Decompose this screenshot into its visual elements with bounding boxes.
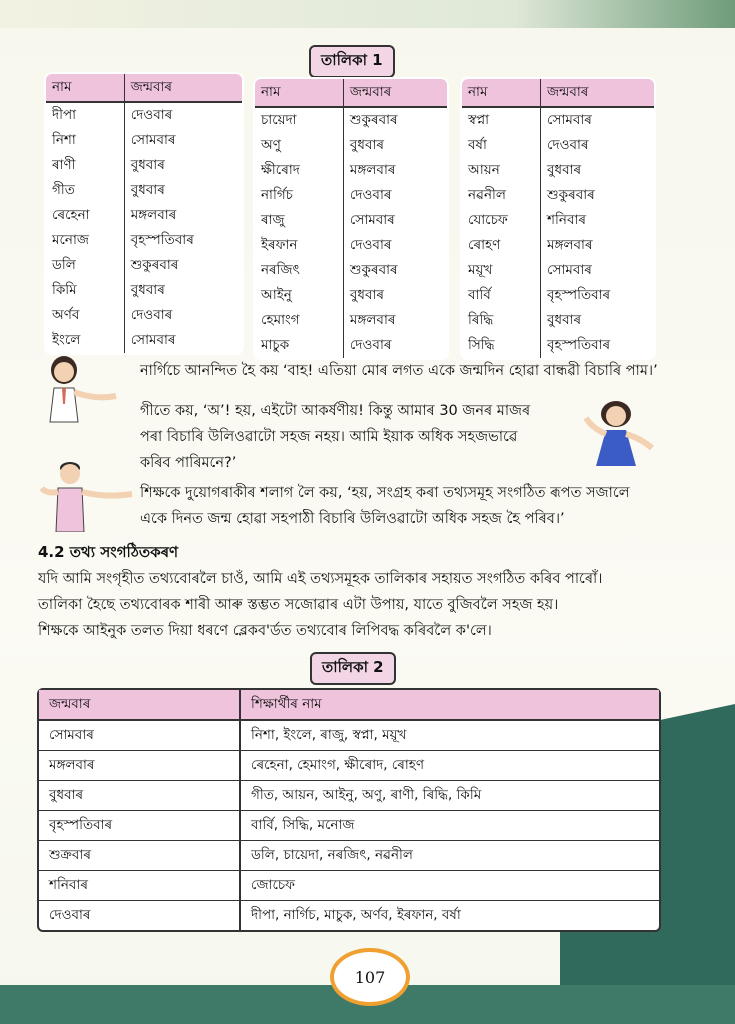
name-cell: দীপা — [45, 102, 124, 128]
name-cell: যোচেফ — [461, 208, 541, 233]
table-row — [45, 253, 243, 278]
table-row — [45, 203, 243, 228]
students-cell: বাৰ্বি, সিদ্ধি, মনোজ — [241, 811, 659, 841]
table-row — [461, 308, 655, 333]
girl-geet-illustration — [578, 398, 658, 468]
day-cell: বুধবাৰ — [547, 312, 582, 328]
name-cell: হেমাংগ — [254, 308, 343, 333]
table-row — [45, 228, 243, 253]
day-cell: দেওবাৰ — [349, 337, 392, 353]
students-cell: ডলি, চায়েদা, নৰজিৎ, নৱনীল — [241, 841, 659, 871]
table1-part-3 — [460, 77, 656, 360]
name-cell: কিমি — [45, 278, 124, 303]
table-row — [461, 333, 655, 359]
name-cell: ৰিদ্ধি — [461, 308, 541, 333]
table-row — [254, 208, 448, 233]
table-row — [39, 811, 659, 841]
day-cell: সোমবাৰ — [547, 112, 592, 128]
section-body — [38, 566, 602, 644]
name-cell: নৰজিৎ — [254, 258, 343, 283]
col-header-day: জন্মবাৰ — [39, 690, 241, 721]
name-cell: স্বপ্না — [461, 107, 541, 133]
students-cell: দীপা, নাৰ্গিচ, মাচুক, অৰ্ণব, ইৰফান, বৰ্ষা — [251, 907, 461, 923]
day-cell: মঙ্গলবাৰ — [130, 207, 177, 223]
name-cell: সিদ্ধি — [461, 333, 541, 359]
table-row — [461, 208, 655, 233]
table1-part-2 — [253, 77, 449, 360]
day-cell: সোমবাৰ — [130, 132, 176, 148]
day-cell: দেওবাৰ — [130, 307, 173, 323]
dialogue-line: শিক্ষকে দুয়োগৰাকীৰ শলাগ লৈ কয়, ‘হয়, সংগ্ৰহ কৰা তথ্যসমূহ সংগঠিত ৰূপত সজালে — [140, 485, 630, 501]
day-cell: শুকুৰবাৰ — [130, 257, 179, 273]
day-cell: শুকুৰবাৰ — [547, 187, 595, 203]
day-cell: সোমবাৰ — [130, 332, 176, 348]
top-border — [0, 0, 735, 28]
name-cell: ৰাণী — [45, 153, 124, 178]
day-cell: বুধবাৰ — [130, 182, 165, 198]
table-row — [254, 333, 448, 359]
table-row — [254, 158, 448, 183]
name-cell: মনোজ — [45, 228, 124, 253]
day-cell: দেওবাৰ — [39, 901, 241, 930]
day-cell: বৃহস্পতিবাৰ — [547, 287, 611, 303]
day-cell: সোমবাৰ — [39, 721, 241, 751]
table-row — [461, 283, 655, 308]
day-cell: দেওবাৰ — [130, 107, 173, 123]
day-cell: মঙ্গলবাৰ — [547, 237, 593, 253]
name-cell: ইংলে — [45, 328, 124, 354]
day-cell: শনিবাৰ — [547, 212, 586, 228]
table-row — [254, 258, 448, 283]
table-row — [39, 901, 659, 930]
name-cell: ইৰফান — [254, 233, 343, 258]
table-row — [45, 278, 243, 303]
day-cell: বুধবাৰ — [547, 162, 582, 178]
dialogue-teacher — [140, 480, 630, 532]
day-cell: শুকুৰবাৰ — [349, 262, 398, 278]
students-cell: ৰেহেনা, হেমাংগ, ক্ষীৰোদ, ৰোহণ — [241, 751, 659, 781]
table-row — [461, 183, 655, 208]
name-cell: ৰাজু — [254, 208, 343, 233]
day-cell: শুকুৰবাৰ — [349, 112, 398, 128]
name-cell: ৰেহেনা — [45, 203, 124, 228]
name-cell: অণু — [254, 133, 343, 158]
table2-caption: তালিকা 2 — [310, 652, 396, 685]
table-row — [254, 183, 448, 208]
col-header-birthday: জন্মবাৰ — [124, 73, 243, 102]
table-row — [461, 107, 655, 133]
dialogue-line: গীতে কয়, ‘অ’! হয়, এইটো আকৰ্ষণীয়! কিন্তু আমাৰ 30 জনৰ মাজৰ — [140, 403, 531, 419]
table-row — [39, 841, 659, 871]
day-cell: বুধবাৰ — [39, 781, 241, 811]
students-cell: নিশা, ইংলে, ৰাজু, স্বপ্না, ময়ূখ — [241, 721, 659, 751]
day-cell: শনিবাৰ — [39, 871, 241, 901]
table-row — [45, 303, 243, 328]
name-cell: বাৰ্বি — [461, 283, 541, 308]
name-cell: আয়ন — [461, 158, 541, 183]
page-number: 107 — [330, 948, 410, 1006]
table-row — [39, 751, 659, 781]
day-cell: বৃহস্পতিবাৰ — [547, 337, 611, 353]
table-row — [254, 107, 448, 133]
day-cell: বুধবাৰ — [349, 137, 385, 153]
col-header-name: নাম — [461, 78, 541, 107]
table1-caption: তালিকা 1 — [309, 45, 395, 78]
day-cell: বৃহস্পতিবাৰ — [39, 811, 241, 841]
day-cell: সোমবাৰ — [547, 262, 592, 278]
name-cell: নিশা — [45, 128, 124, 153]
table-row — [461, 133, 655, 158]
day-cell: মঙ্গলবাৰ — [349, 312, 396, 328]
table-row — [254, 308, 448, 333]
col-header-name: নাম — [254, 78, 343, 107]
day-cell: শুক্ৰবাৰ — [39, 841, 241, 871]
day-cell: বুধবাৰ — [349, 287, 385, 303]
day-cell: বৃহস্পতিবাৰ — [130, 232, 194, 248]
day-cell: বুধবাৰ — [130, 282, 165, 298]
table-row — [45, 328, 243, 354]
table-row — [254, 283, 448, 308]
dialogue-line: কৰিব পাৰিমনে?’ — [140, 455, 237, 471]
table-row — [39, 781, 659, 811]
girl-nargis-illustration — [40, 352, 122, 424]
day-cell: দেওবাৰ — [349, 237, 392, 253]
table-row — [461, 158, 655, 183]
table1-part-1 — [44, 72, 244, 355]
body-line: তালিকা হৈছে তথ্যবোৰক শাৰী আৰু স্তম্ভত সজোৱাৰ এটা উপায়, যাতে বুজিবলৈ সহজ হয়। — [38, 597, 559, 613]
table-row — [39, 721, 659, 751]
day-cell: মঙ্গলবাৰ — [349, 162, 396, 178]
table-row — [39, 871, 659, 901]
body-line: যদি আমি সংগৃহীত তথ্যবোৰলৈ চাওঁ, আমি এই তথ্যসমূহক তালিকাৰ সহায়ত সংগঠিত কৰিব পাৰোঁ। — [38, 571, 603, 587]
students-cell: জোচেফ — [241, 871, 659, 901]
day-cell: মঙ্গলবাৰ — [39, 751, 241, 781]
dialogue-line: একে দিনত জন্ম হোৱা সহপাঠী বিচাৰি উলিওৱাটো অধিক সহজ হৈ পৰিব।’ — [140, 511, 565, 527]
name-cell: বৰ্ষা — [461, 133, 541, 158]
col-header-birthday: জন্মবাৰ — [343, 78, 448, 107]
table-row — [254, 133, 448, 158]
table-row — [45, 128, 243, 153]
col-header-birthday: জন্মবাৰ — [541, 78, 655, 107]
day-cell: দেওবাৰ — [349, 187, 392, 203]
col-header-students: শিক্ষাৰ্থীৰ নাম — [241, 690, 659, 721]
col-header-name: নাম — [45, 73, 124, 102]
name-cell: চায়েদা — [254, 107, 343, 133]
name-cell: ময়ূখ — [461, 258, 541, 283]
dialogue-nargis: নাৰ্গিচে আনন্দিত হৈ কয় ‘বাহ! এতিয়া মোৰ লগত একে জন্মদিন হোৱা বান্ধৱী বিচাৰি পাম।’ — [140, 363, 658, 379]
table-row — [45, 102, 243, 128]
table-row — [254, 233, 448, 258]
table2 — [37, 688, 661, 932]
table-row — [461, 233, 655, 258]
dialogue-geet — [140, 398, 530, 476]
name-cell: ক্ষীৰোদ — [254, 158, 343, 183]
day-cell: দেওবাৰ — [547, 137, 589, 153]
name-cell: নৱনীল — [461, 183, 541, 208]
day-cell: বুধবাৰ — [130, 157, 165, 173]
section-heading: 4.2 তথ্য সংগঠিতকৰণ — [38, 543, 179, 561]
name-cell: ডলি — [45, 253, 124, 278]
name-cell: গীত — [45, 178, 124, 203]
name-cell: নাৰ্গিচ — [254, 183, 343, 208]
students-cell: গীত, আয়ন, আইনু, অণু, ৰাণী, ৰিদ্ধি, কিমি — [241, 781, 659, 811]
day-cell: সোমবাৰ — [349, 212, 395, 228]
dialogue-line: পৰা বিচাৰি উলিওৱাটো সহজ নহয়। আমি ইয়াক অধিক সহজভাৱে — [140, 429, 518, 445]
body-line: শিক্ষকে আইনুক তলত দিয়া ধৰণে ব্লেকব'ৰ্ডত তথ্যবোৰ লিপিবদ্ধ কৰিবলৈ ক'লে। — [38, 623, 492, 639]
name-cell: অৰ্ণব — [45, 303, 124, 328]
table-row — [45, 178, 243, 203]
name-cell: আইনু — [254, 283, 343, 308]
name-cell: ৰোহণ — [461, 233, 541, 258]
name-cell: মাচুক — [254, 333, 343, 359]
table-row — [45, 153, 243, 178]
table-row — [461, 258, 655, 283]
teacher-illustration — [36, 458, 136, 532]
